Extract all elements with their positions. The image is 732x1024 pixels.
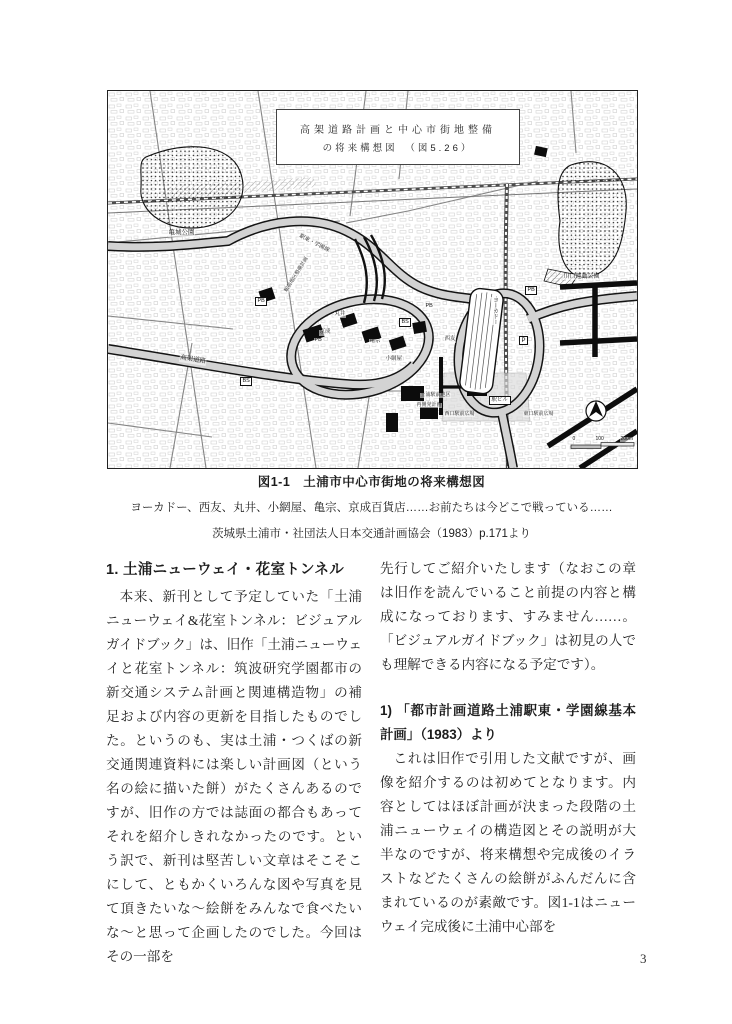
map-title-line1: 高架道路計画と中心市街地整備: [300, 124, 496, 136]
map-label: 東口駅前広場: [523, 411, 554, 417]
map-label: 0: [572, 436, 576, 442]
map-label: ヨーカドー: [492, 297, 498, 325]
map-label: 小網屋: [385, 356, 403, 362]
figure-subcaption: ヨーカドー、西友、丸井、小網屋、亀宗、京成百貨店……お前たちは今どこで戦っている……: [130, 502, 613, 514]
map-label: 再開発計画: [416, 402, 442, 408]
map-label: PB: [314, 337, 322, 343]
map-title-line2: の将来構想図 （図5.26）: [322, 142, 474, 154]
map-label: P: [519, 336, 528, 345]
section-heading: 1. 土浦ニューウェイ・花室トンネル: [106, 562, 345, 578]
paragraph-right-1: 先行してご紹介いたします（なおこの章は旧作を読んでいること前提の内容と構成になっております、すみません……。「ビジュアルガイドブック」は初見の人でも理解できる内容になる予定です）。: [380, 561, 636, 672]
map-label: 西友: [444, 336, 456, 342]
map-label: PB: [255, 297, 267, 306]
map-label: 西口駅前広場: [444, 411, 475, 417]
map-label: PB: [525, 286, 537, 295]
kijo-park: [141, 147, 243, 228]
map-label: 丸井: [334, 311, 346, 317]
figure-source: 茨城県土浦市・社団法人日本交通計画協会（1983）p.171より: [212, 528, 531, 540]
column-left: [106, 557, 362, 969]
map-label: 200m: [620, 436, 634, 442]
map-label: 亀城公園: [168, 229, 195, 236]
figure-map: [107, 90, 638, 469]
paragraph-right-2: これは旧作で引用した文献ですが、画像を紹介するのは初めてとなります。内容としてはほぼ計画が決まった段階の土浦ニューウェイの構造図とその説明が大半なのですが、将来構想や完成後のイラストなどたくさんの絵餅がふんだんに含まれているのが素敵です。図1-1はニューウェイ完成後に土浦中心部を: [380, 751, 636, 934]
map-label: 土浦駅前地区: [420, 392, 451, 398]
map-label: 高架道路: [179, 354, 207, 366]
map-label: 駅東・学園線: [298, 233, 331, 254]
map-label: 駅前地区整備計画: [283, 256, 310, 294]
subsection-heading: 1) 「都市計画道路土浦駅東・学園線基本計画」（1983）より: [380, 703, 636, 742]
article-body: [106, 557, 637, 969]
map-label: 駅ビル: [489, 396, 511, 405]
column-right: [380, 557, 636, 969]
map-label: PB: [425, 303, 433, 309]
map-label: 川口運動公園: [563, 274, 600, 280]
north-arrow: [586, 401, 606, 421]
figure-caption: 図1-1 土浦市中心市街地の将来構想図: [257, 475, 486, 489]
map-label: 100: [595, 436, 604, 442]
map-label: 京成: [319, 329, 331, 335]
page-number: 3: [640, 951, 647, 966]
paragraph-left: 本来、新刊として予定していた「土浦ニューウェイ&花室トンネル：ビジュアルガイドブック」は、旧作「土浦ニューウェイと花室トンネル：筑波研究学園都市の新交通システム計画と関連構造物」の補足および内容の更新を目指したものでした。というのも、実は土浦・つくばの新交通関連資料には楽しい計画図（という名の絵に描いた餅）がたくさんあるのですが、旧作の方では誌面の都合もあってそれを紹介しきれなかったのです。という訳で、新刊は堅苦しい文章はそこそこにして、ともかくいろんな図や写真を見て頂きたいな～絵餅をみんなで食べたいな～と思って企画したのでした。今回はその一部を: [106, 589, 362, 964]
map-title-box: [276, 109, 520, 165]
map-label: BS: [399, 318, 411, 327]
map-label: BS: [240, 377, 252, 386]
map-label: 亀宗: [369, 338, 381, 344]
